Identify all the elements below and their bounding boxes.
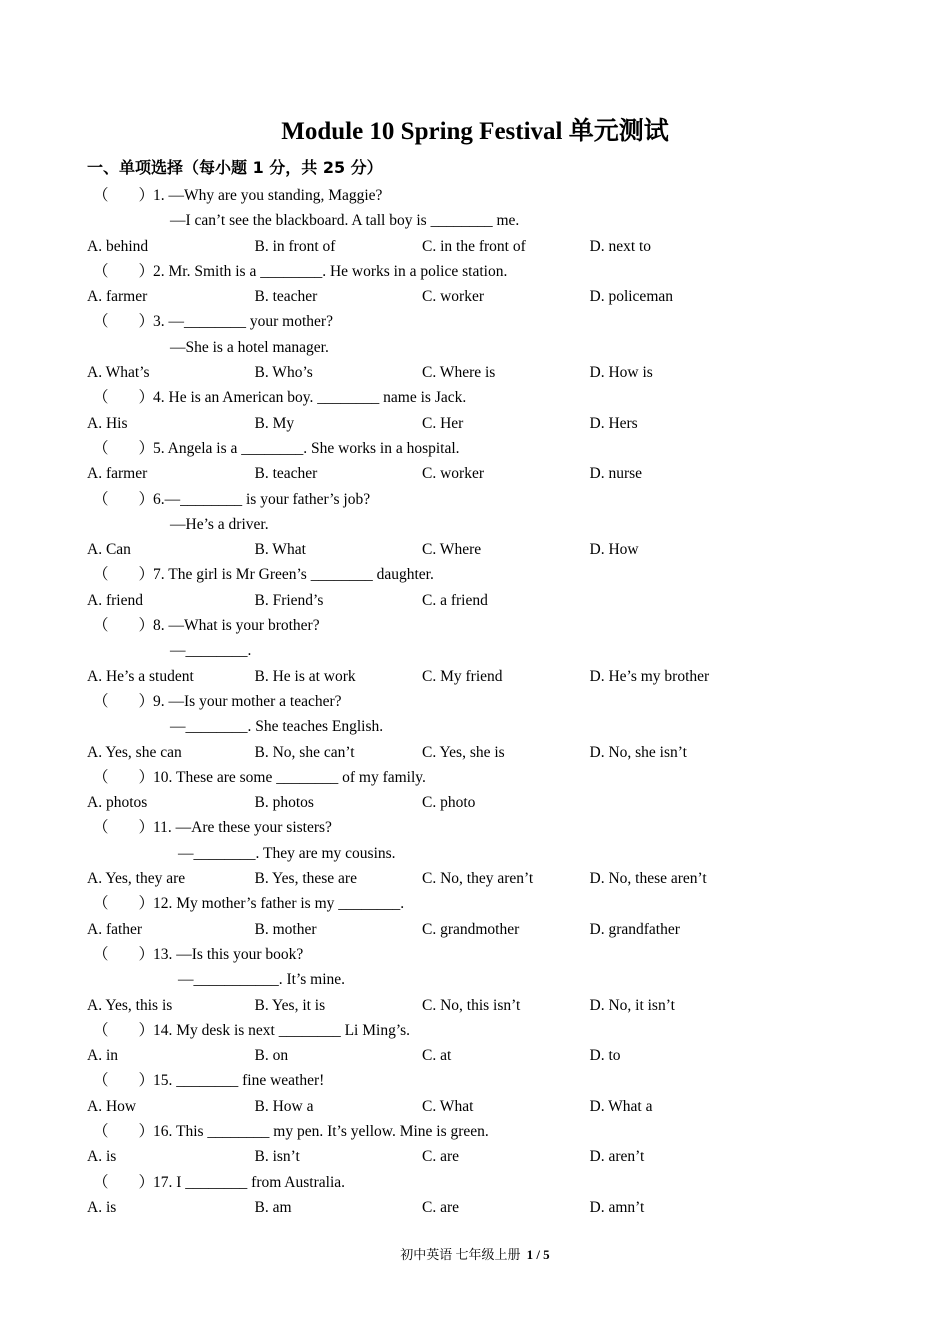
paren-close: ） (138, 389, 155, 407)
option-a: A. His (87, 414, 128, 432)
option-c: C. at (422, 1047, 452, 1065)
answer-options (87, 917, 867, 942)
question-stem (87, 891, 867, 916)
option-c: C. What (422, 1097, 474, 1115)
option-c: C. a friend (422, 591, 488, 609)
question-text: 14. My desk is next ________ Li Ming’s. (153, 1021, 411, 1039)
answer-blank-parentheses (87, 1119, 153, 1144)
answer-blank-parentheses (87, 689, 153, 714)
option-b: B. Friend’s (254, 591, 324, 609)
question-list (87, 183, 867, 1220)
question-text: 2. Mr. Smith is a ________. He works in a police station. (153, 262, 508, 280)
page-title: Module 10 Spring Festival 单元测试 (281, 118, 669, 145)
paren-open: （ (93, 490, 109, 508)
paren-open: （ (93, 1173, 109, 1191)
option-c: C. Where is (422, 364, 496, 382)
question-text: —________. (170, 642, 252, 660)
paren-open: （ (93, 389, 109, 407)
paren-open: （ (93, 768, 109, 786)
question-stem (87, 562, 867, 587)
answer-options (87, 1144, 867, 1169)
option-d: D. grandfather (589, 920, 680, 938)
paren-open: （ (93, 692, 109, 710)
option-d: D. How (589, 541, 639, 559)
answer-options (87, 1195, 867, 1220)
question-text: 5. Angela is a ________. She works in a hospital. (153, 439, 460, 457)
option-a: A. behind (87, 237, 149, 255)
question-13 (87, 942, 867, 1018)
option-a: A. Yes, she can (87, 743, 182, 761)
answer-options (87, 1043, 867, 1068)
question-4 (87, 385, 867, 436)
option-d: D. aren’t (589, 1148, 645, 1166)
answer-options (87, 360, 867, 385)
answer-options (87, 993, 867, 1018)
answer-options (87, 1094, 867, 1119)
question-stem (87, 1170, 867, 1195)
answer-options (87, 588, 867, 613)
option-d: D. amn’t (589, 1198, 645, 1216)
paren-close: ） (138, 1173, 155, 1191)
option-a: A. photos (87, 794, 148, 812)
paren-close: ） (138, 439, 155, 457)
option-c: C. worker (422, 288, 484, 306)
option-b: B. mother (254, 920, 317, 938)
option-c: C. grandmother (422, 920, 520, 938)
option-a: A. farmer (87, 465, 148, 483)
option-b: B. isn’t (254, 1148, 300, 1166)
answer-blank-parentheses (87, 891, 153, 916)
option-d: D. next to (589, 237, 652, 255)
question-stem (87, 259, 867, 284)
option-c: C. worker (422, 465, 484, 483)
paren-close: ） (138, 1072, 155, 1090)
question-stem (87, 613, 867, 638)
answer-blank-parentheses (87, 183, 153, 208)
option-c: C. My friend (422, 667, 503, 685)
answer-blank-parentheses (87, 942, 153, 967)
option-b: B. photos (254, 794, 314, 812)
question-stem (87, 436, 867, 461)
paren-close: ） (138, 490, 155, 508)
option-b: B. He is at work (254, 667, 356, 685)
paren-close: ） (138, 617, 155, 635)
option-b: B. am (254, 1198, 292, 1216)
question-1 (87, 183, 867, 259)
answer-options (87, 790, 867, 815)
page-footer (0, 1245, 950, 1265)
question-dialogue-line (87, 335, 867, 360)
question-10 (87, 765, 867, 816)
paren-open: （ (93, 819, 109, 837)
answer-options (87, 537, 867, 562)
answer-blank-parentheses (87, 436, 153, 461)
question-text: —________. They are my cousins. (178, 844, 396, 862)
option-c: C. are (422, 1148, 460, 1166)
answer-blank-parentheses (87, 309, 153, 334)
question-stem (87, 1119, 867, 1144)
section-heading: 一、单项选择（每小题 1 分，共 25 分） (87, 158, 383, 177)
paren-open: （ (93, 1122, 109, 1140)
question-text: —________. She teaches English. (170, 718, 384, 736)
question-text: 7. The girl is Mr Green’s ________ daughter. (153, 566, 434, 584)
paren-close: ） (138, 895, 155, 913)
option-c: C. in the front of (422, 237, 526, 255)
question-text: 12. My mother’s father is my ________. (153, 895, 405, 913)
question-text: 8. —What is your brother? (153, 617, 320, 635)
option-d: D. policeman (589, 288, 674, 306)
paren-open: （ (93, 262, 109, 280)
answer-blank-parentheses (87, 562, 153, 587)
paren-close: ） (138, 1122, 155, 1140)
option-d: D. to (589, 1047, 621, 1065)
option-b: B. on (254, 1047, 289, 1065)
question-6 (87, 487, 867, 563)
paren-close: ） (138, 768, 155, 786)
option-a: A. Yes, they are (87, 870, 186, 888)
option-a: A. What’s (87, 364, 150, 382)
option-b: B. teacher (254, 288, 318, 306)
question-stem (87, 1018, 867, 1043)
question-stem (87, 385, 867, 410)
paren-close: ） (138, 313, 155, 331)
question-text: 15. ________ fine weather! (153, 1072, 325, 1090)
option-c: C. Where (422, 541, 482, 559)
question-text: 13. —Is this your book? (153, 945, 304, 963)
answer-options (87, 234, 867, 259)
paren-open: （ (93, 313, 109, 331)
option-d: D. How is (589, 364, 653, 382)
question-stem (87, 487, 867, 512)
option-b: B. Yes, it is (254, 996, 326, 1014)
paren-close: ） (138, 945, 155, 963)
question-text: —I can’t see the blackboard. A tall boy is ________ me. (170, 212, 520, 230)
option-c: C. Her (422, 414, 464, 432)
question-dialogue-line (87, 638, 867, 663)
option-d: D. What a (589, 1097, 653, 1115)
option-a: A. father (87, 920, 143, 938)
paren-close: ） (138, 819, 155, 837)
option-b: B. How a (254, 1097, 314, 1115)
option-a: A. in (87, 1047, 118, 1065)
answer-options (87, 866, 867, 891)
question-15 (87, 1068, 867, 1119)
paren-close: ） (138, 262, 155, 280)
option-d: D. No, it isn’t (589, 996, 675, 1014)
question-text: 1. —Why are you standing, Maggie? (153, 187, 383, 204)
option-a: A. friend (87, 591, 143, 609)
answer-options (87, 461, 867, 486)
question-stem (87, 689, 867, 714)
question-text: 17. I ________ from Australia. (153, 1173, 346, 1191)
option-a: A. farmer (87, 288, 148, 306)
option-b: B. Yes, these are (254, 870, 357, 888)
question-text: —She is a hotel manager. (170, 338, 329, 356)
option-a: A. He’s a student (87, 667, 194, 685)
question-9 (87, 689, 867, 765)
question-stem (87, 1068, 867, 1093)
option-d: D. Hers (589, 414, 638, 432)
question-text: 3. —________ your mother? (153, 313, 333, 331)
option-a: A. is (87, 1198, 117, 1216)
option-c: C. Yes, she is (422, 743, 505, 761)
question-5 (87, 436, 867, 487)
question-text: —___________. It’s mine. (178, 971, 346, 989)
answer-blank-parentheses (87, 1170, 153, 1195)
option-a: A. is (87, 1148, 117, 1166)
paren-open: （ (93, 187, 109, 204)
option-b: B. Who’s (254, 364, 313, 382)
question-11 (87, 815, 867, 891)
question-17 (87, 1170, 867, 1221)
option-d: D. No, these aren’t (589, 870, 707, 888)
question-stem (87, 815, 867, 840)
option-a: A. Can (87, 541, 131, 559)
question-dialogue-line (87, 714, 867, 739)
answer-options (87, 664, 867, 689)
question-8 (87, 613, 867, 689)
option-c: C. No, they aren’t (422, 870, 534, 888)
option-b: B. No, she can’t (254, 743, 355, 761)
option-a: A. How (87, 1097, 137, 1115)
paren-open: （ (93, 945, 109, 963)
option-c: C. photo (422, 794, 476, 812)
question-text: 11. —Are these your sisters? (153, 819, 332, 837)
option-a: A. Yes, this is (87, 996, 173, 1014)
answer-options (87, 740, 867, 765)
question-text: 16. This ________ my pen. It’s yellow. Mine is green. (153, 1122, 489, 1140)
question-dialogue-line (87, 841, 867, 866)
question-stem (87, 183, 867, 208)
paren-open: （ (93, 895, 109, 913)
question-14 (87, 1018, 867, 1069)
option-c: C. No, this isn’t (422, 996, 521, 1014)
question-stem (87, 942, 867, 967)
paren-close: ） (138, 1021, 155, 1039)
option-b: B. My (254, 414, 295, 432)
question-stem (87, 765, 867, 790)
question-text: 9. —Is your mother a teacher? (153, 692, 342, 710)
option-d: D. nurse (589, 465, 643, 483)
answer-blank-parentheses (87, 487, 153, 512)
question-dialogue-line (87, 967, 867, 992)
question-text: 10. These are some ________ of my family. (153, 768, 426, 786)
paren-open: （ (93, 439, 109, 457)
option-d: D. He’s my brother (589, 667, 710, 685)
option-d: D. No, she isn’t (589, 743, 687, 761)
answer-blank-parentheses (87, 1018, 153, 1043)
option-b: B. What (254, 541, 306, 559)
paren-close: ） (138, 692, 155, 710)
option-b: B. in front of (254, 237, 336, 255)
answer-blank-parentheses (87, 1068, 153, 1093)
question-dialogue-line (87, 208, 867, 233)
question-stem (87, 309, 867, 334)
paren-open: （ (93, 1072, 109, 1090)
answer-blank-parentheses (87, 815, 153, 840)
question-text: —He’s a driver. (170, 515, 269, 533)
question-7 (87, 562, 867, 613)
question-2 (87, 259, 867, 310)
answer-blank-parentheses (87, 259, 153, 284)
question-12 (87, 891, 867, 942)
answer-blank-parentheses (87, 765, 153, 790)
question-text: 4. He is an American boy. ________ name is Jack. (153, 389, 467, 407)
paren-close: ） (138, 566, 155, 584)
answer-blank-parentheses (87, 613, 153, 638)
footer-text: 初中英语 七年级上册 (400, 1247, 521, 1262)
question-16 (87, 1119, 867, 1170)
page-number: 1 / 5 (526, 1247, 550, 1262)
question-3 (87, 309, 867, 385)
paren-open: （ (93, 617, 109, 635)
paren-open: （ (93, 566, 109, 584)
paren-close: ） (138, 187, 155, 204)
question-text: 6.—________ is your father’s job? (153, 490, 371, 508)
answer-options (87, 284, 867, 309)
option-b: B. teacher (254, 465, 318, 483)
option-c: C. are (422, 1198, 460, 1216)
answer-options (87, 411, 867, 436)
paren-open: （ (93, 1021, 109, 1039)
answer-blank-parentheses (87, 385, 153, 410)
question-dialogue-line (87, 512, 867, 537)
